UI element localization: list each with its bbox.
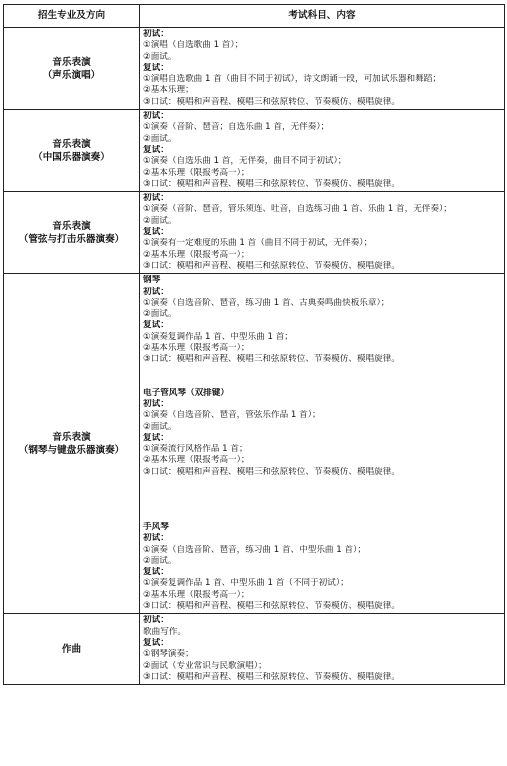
exam-item: ②基本乐理（限报考高一）； [143,167,250,178]
exam-content-cell [140,110,505,192]
table-row [4,110,505,192]
table-row [4,614,505,685]
table-row [4,192,505,274]
exam-item: ③口试：模唱和声音程、模唱三和弦原转位、节奏模仿、模唱旋律。 [143,601,400,612]
table-body [4,28,505,685]
exam-content-cell [140,614,505,685]
exam-item: ③口试：模唱和声音程、模唱三和弦原转位、节奏模仿、模唱旋律。 [143,178,400,189]
exam-content-cell [140,28,505,110]
section-heading: 初试： [143,615,169,626]
major-name-line: （声乐演唱） [42,69,101,81]
exam-item: ②基本乐理（限报考高一）； [143,589,250,600]
section-heading: 初试： [143,286,169,297]
section-heading: 电子管风琴（双排键） [143,387,229,398]
exam-item: ②基本乐理（限报考高一）； [143,249,250,260]
exam-item: ②面试。 [143,51,177,62]
header-row [4,5,505,28]
section-heading: 复试： [143,637,169,648]
exam-item: ②面试（专业常识与民歌演唱）； [143,660,267,671]
section-heading: 复试： [143,567,169,578]
exam-item: ①演奏（自选音阶、琶音，管弦乐作品 1 首）； [143,410,321,421]
exam-item: ①演唱（自选歌曲 1 首）； [143,40,244,51]
major-name-cell [4,28,140,110]
spacer [143,478,502,500]
major-name-line: 音乐表演 [52,220,91,232]
exam-item: ②基本乐理； [143,85,194,96]
section-heading: 复试： [143,62,169,73]
section-heading: 初试： [143,398,169,409]
section-heading: 复试： [143,320,169,331]
exam-item: ①演奏（自选音阶、琶音，练习曲 1 首、中型乐曲 1 首）； [143,544,366,555]
major-name-cell [4,192,140,274]
section-heading: 复试： [143,144,169,155]
exam-content-cell [140,274,505,614]
major-name-line: （中国乐器演奏） [33,151,110,163]
exam-content-cell [140,192,505,274]
major-name-line: 作曲 [61,643,82,655]
exam-item: ①演奏复调作品 1 首、中型乐曲 1 首； [143,331,293,342]
table-row [4,28,505,110]
exam-item: ①演奏（音阶、琶音，管乐须连、吐音，自选练习曲 1 首、乐曲 1 首，无伴奏）； [143,204,452,215]
exam-table [3,4,505,685]
header-subjects: 考试科目、内容 [140,5,505,28]
section-heading: 初试： [143,29,169,39]
spacer [143,366,502,388]
major-name-cell [4,274,140,614]
section-heading: 初试： [143,533,169,544]
exam-item: 歌曲写作。 [143,626,186,637]
exam-item: ②面试。 [143,215,177,226]
major-name-cell [4,110,140,192]
major-name-cell [4,614,140,685]
exam-item: ②基本乐理（限报考高一）； [143,343,250,354]
section-heading: 手风琴 [143,521,169,532]
exam-item: ②面试。 [143,421,177,432]
major-name-line: （钢琴与键盘乐器演奏） [18,444,125,456]
exam-item: ②面试。 [143,133,177,144]
table-row [4,274,505,614]
section-heading: 初试： [143,111,169,122]
major-name-line: 音乐表演 [52,431,91,443]
exam-item: ①演奏（音阶、琶音；自选乐曲 1 首，无伴奏）； [143,122,330,133]
exam-item: ①演奏（自选乐曲 1 首，无伴奏，曲目不同于初试）； [143,156,347,167]
major-name-line: （管弦与打击乐器演奏） [18,233,125,245]
exam-item: ③口试：模唱和声音程、模唱三和弦原转位、节奏模仿、模唱旋律。 [143,354,400,365]
exam-item: ②面试。 [143,309,177,320]
exam-item: ③口试：模唱和声音程、模唱三和弦原转位、节奏模仿、模唱旋律。 [143,466,400,477]
spacer [143,500,502,522]
exam-item: ①演奏复调作品 1 首、中型乐曲 1 首（不同于初试）； [143,578,349,589]
exam-item: ③口试：模唱和声音程、模唱三和弦原转位、节奏模仿、模唱旋律。 [143,96,400,107]
exam-item: ①演奏（自选音阶、琶音，练习曲 1 首、古典奏鸣曲快板乐章）； [143,297,390,308]
exam-item: ①演奏流行风格作品 1 首； [143,444,248,455]
section-heading: 初试： [143,193,169,204]
exam-item: ③口试：模唱和声音程、模唱三和弦原转位、节奏模仿、模唱旋律。 [143,260,400,271]
exam-item: ②基本乐理（限报考高一）； [143,455,250,466]
exam-item: ①钢琴演奏； [143,649,194,660]
section-heading: 钢琴 [143,275,161,286]
header-major: 招生专业及方向 [4,5,140,28]
exam-item: ①演唱自选歌曲 1 首（曲目不同于初试），诗文朗诵一段，可加试乐器和舞蹈； [143,74,441,85]
section-heading: 复试： [143,227,169,238]
exam-item: ②面试。 [143,555,177,566]
major-name-line: 音乐表演 [52,56,91,68]
major-name-line: 音乐表演 [52,138,91,150]
exam-item: ③口试：模唱和声音程、模唱三和弦原转位、节奏模仿、模唱旋律。 [143,671,400,682]
section-heading: 复试： [143,432,169,443]
exam-item: ①演奏有一定难度的乐曲 1 首（曲目不同于初试，无伴奏）； [143,238,373,249]
